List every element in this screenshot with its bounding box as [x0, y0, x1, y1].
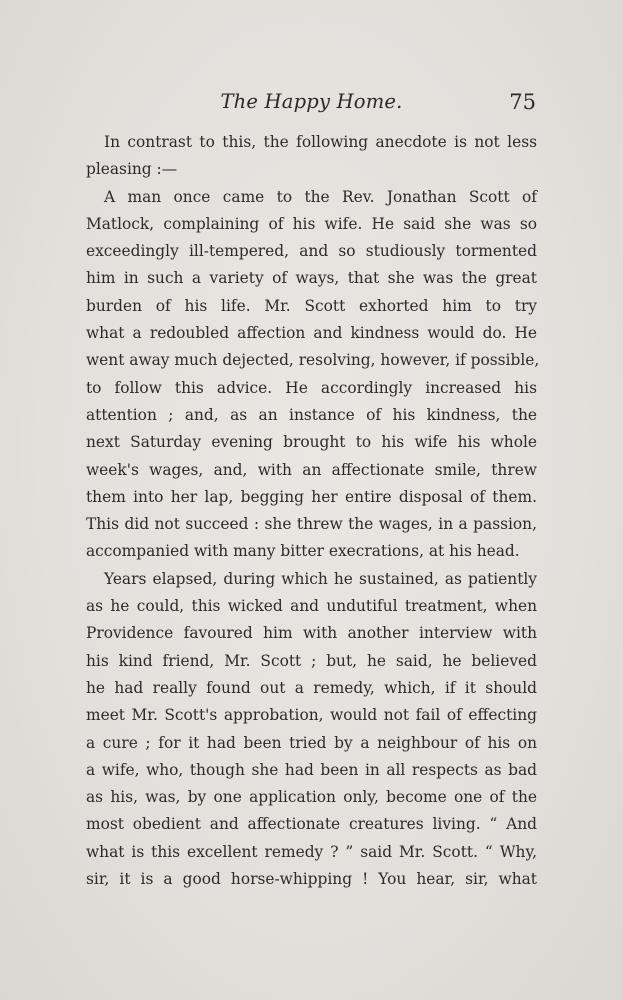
text-line: what a redoubled affection and kindness would do. He: [86, 324, 537, 343]
text-line: In contrast to this, the following anecdote is not less: [104, 133, 537, 151]
text-line: Matlock, complaining of his wife. He said she was so: [86, 214, 537, 233]
text-line: sir, it is a good horse-whipping ! You hear, sir, what: [86, 870, 537, 889]
body-text: [86, 129, 540, 893]
text-line: exceedingly ill-tempered, and so studiously tormented: [86, 242, 537, 261]
text-line: burden of his life. Mr. Scott exhorted him to try: [86, 296, 537, 315]
text-line: went away much dejected, resolving, however, if possible,: [86, 351, 540, 370]
text-line: he had really found out a remedy, which, if it should: [86, 678, 537, 697]
text-line: accompanied with many bitter execrations, at his head.: [86, 542, 520, 561]
text-line: a wife, who, though she had been in all respects as bad: [86, 760, 537, 779]
text-line: him in such a variety of ways, that she was the great: [86, 269, 537, 288]
text-line: meet Mr. Scott's approbation, would not fail of effecting: [86, 706, 537, 725]
text-line: next Saturday evening brought to his wife his whole: [86, 433, 537, 452]
text-line: as his, was, by one application only, become one of the: [86, 788, 537, 807]
text-line: his kind friend, Mr. Scott ; but, he said, he believed: [86, 651, 537, 670]
text-line: them into her lap, begging her entire disposal of them.: [86, 487, 537, 506]
text-line: to follow this advice. He accordingly increased his: [86, 378, 537, 397]
page-number: 75: [509, 90, 536, 114]
text-line: week's wages, and, with an affectionate smile, threw: [86, 460, 537, 479]
text-line: pleasing :—: [86, 160, 178, 179]
text-line: what is this excellent remedy ? ” said Mr. Scott. “ Why,: [86, 842, 537, 861]
text-line: as he could, this wicked and undutiful treatment, when: [86, 597, 537, 616]
text-line: a cure ; for it had been tried by a neighbour of his on: [86, 733, 537, 752]
text-line: This did not succeed : she threw the wages, in a passion,: [86, 515, 537, 534]
running-header: [0, 86, 623, 120]
running-title: The Happy Home.: [220, 90, 403, 113]
text-line: A man once came to the Rev. Jonathan Scott of: [104, 187, 537, 206]
text-line: most obedient and affectionate creatures living. “ And: [86, 815, 537, 834]
text-line: attention ; and, as an instance of his kindness, the: [86, 405, 537, 424]
text-line: Providence favoured him with another interview with: [86, 624, 537, 643]
text-line: Years elapsed, during which he sustained, as patiently: [104, 569, 537, 588]
